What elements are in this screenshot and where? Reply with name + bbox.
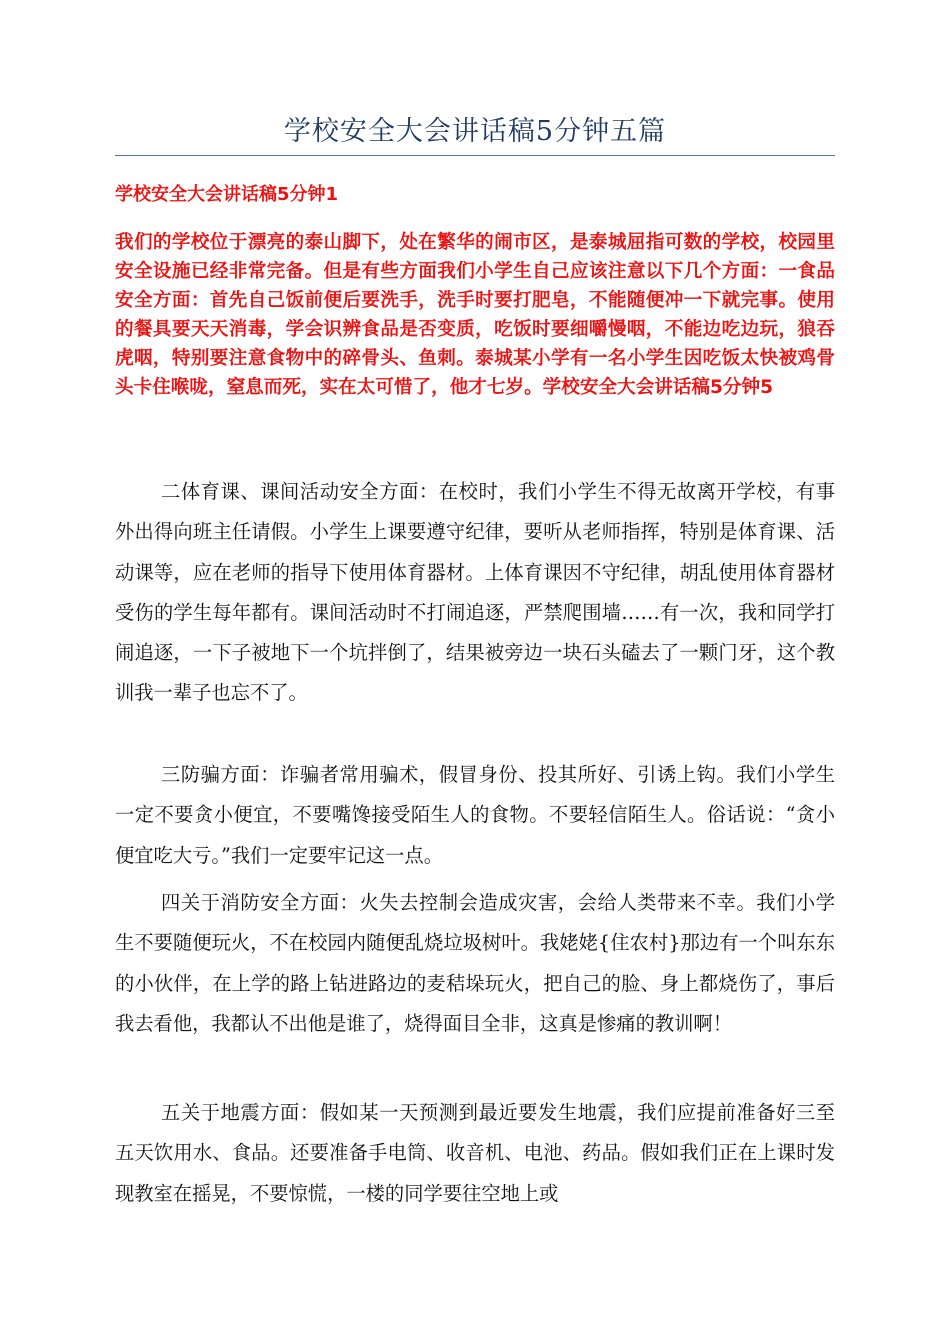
highlighted-paragraph: 我们的学校位于漂亮的泰山脚下，处在繁华的闹市区，是泰城屈指可数的学校，校园里安全设施已经非常完备。但是有些方面我们小学生自己应该注意以下几个方面：一食品安全方面：首先自己饭前便后要洗手，洗手时要打肥皂，不能随便冲一下就完事。使用的餐具要天天消毒，学会识辨食品是否变质，吃饭时要细嚼慢咽，不能边吃边玩，狼吞虎咽，特别要注意食物中的碎骨头、鱼刺。泰城某小学有一名小学生因吃饭太快被鸡骨头卡住喉咙，窒息而死，实在太可惜了，他才七岁。学校安全大会讲话稿5分钟5 <box>115 232 835 398</box>
title-underline-rule <box>115 155 835 156</box>
body-paragraph-sports-safety: 二体育课、课间活动安全方面：在校时，我们小学生不得无故离开学校，有事外出得向班主任请假。小学生上课要遵守纪律，要听从老师指挥，特别是体育课、活动课等，应在老师的指导下使用体育器材。上体育课因不守纪律，胡乱使用体育器材受伤的学生每年都有。课间活动时不打闹追逐，严禁爬围墙……有一次，我和同学打闹追逐，一下子被地下一个坑拌倒了，结果被旁边一块石头磕去了一颗门牙，这个教训我一辈子也忘不了。 <box>115 480 835 705</box>
section-heading: 学校安全大会讲话稿5分钟1 <box>115 184 339 205</box>
body-paragraph-earthquake: 五关于地震方面：假如某一天预测到最近要发生地震，我们应提前准备好三至五天饮用水、食品。还要准备手电筒、收音机、电池、药品。假如我们正在上课时发现教室在摇晃，不要惊慌，一楼的同学要往空地上或 <box>115 1101 835 1205</box>
body-paragraph-fire-safety: 四关于消防安全方面：火失去控制会造成灾害，会给人类带来不幸。我们小学生不要随便玩火，不在校园内随便乱烧垃圾树叶。我姥姥{住农村}那边有一个叫东东的小伙伴，在上学的路上钻进路边的麦秸垛玩火，把自己的脸、身上都烧伤了，事后我去看他，我都认不出他是谁了，烧得面目全非，这真是惨痛的教训啊！ <box>115 891 835 1035</box>
body-paragraph-anti-fraud: 三防骗方面：诈骗者常用骗术，假冒身份、投其所好、引诱上钩。我们小学生一定不要贪小便宜，不要嘴馋接受陌生人的食物。不要轻信陌生人。俗话说：“贪小便宜吃大亏。”我们一定要牢记这一点。 <box>115 763 835 867</box>
document-title: 学校安全大会讲话稿5分钟五篇 <box>283 116 667 147</box>
